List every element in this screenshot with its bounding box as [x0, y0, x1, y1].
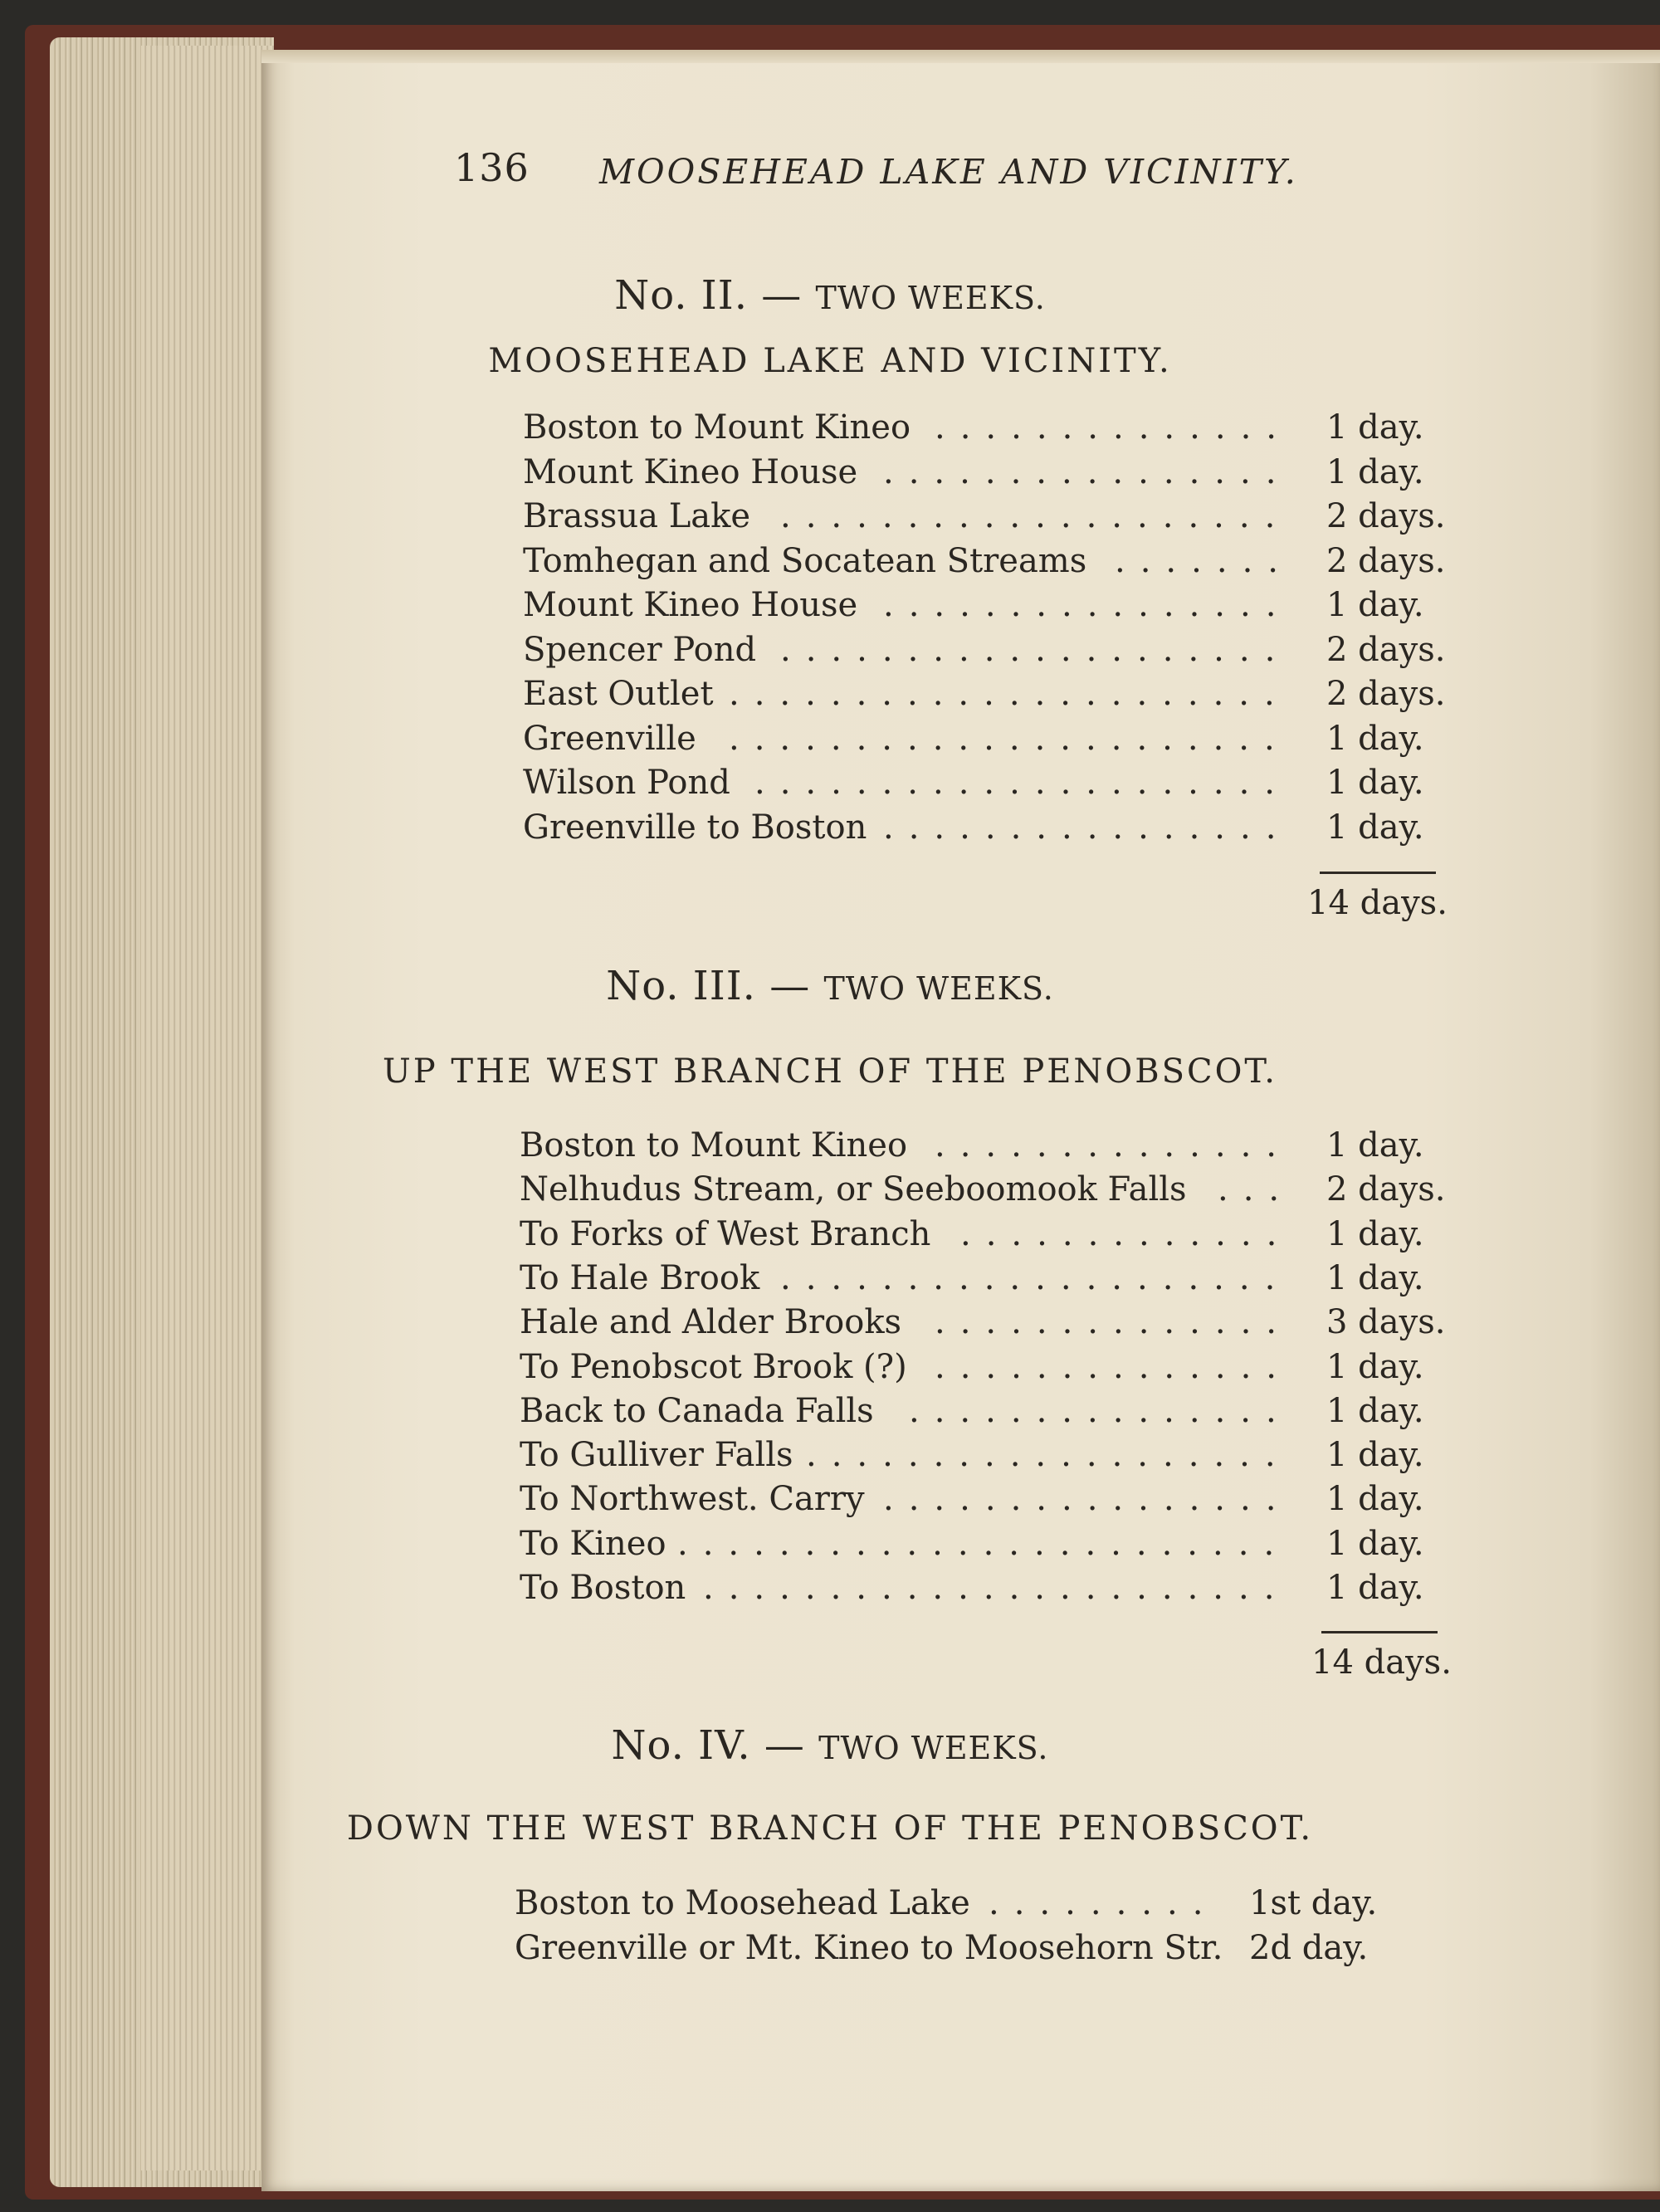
itinerary-duration: 1 day. — [1326, 1480, 1424, 1519]
itinerary-stop: Greenville to Boston — [523, 808, 867, 847]
itinerary-row — [520, 1569, 1461, 1614]
itinerary-duration: 1 day. — [1326, 1347, 1424, 1386]
dot-leader: ................ — [883, 586, 1291, 624]
itinerary-stop: Nelhudus Stream, or Seeboomook Falls — [520, 1170, 1187, 1209]
dot-leader: ...................... — [729, 675, 1290, 713]
dot-leader: ....................... — [703, 1569, 1290, 1607]
dot-leader: ................ — [883, 452, 1291, 491]
total-rule — [1320, 872, 1436, 874]
dot-leader: .............. — [935, 1126, 1292, 1165]
dot-leader: .............. — [935, 408, 1292, 447]
itinerary-stop: Brassua Lake — [523, 497, 751, 535]
itinerary-row — [520, 1126, 1461, 1171]
itinerary-duration: 1 day. — [1326, 408, 1424, 447]
itinerary-stop: To Kineo — [520, 1524, 666, 1563]
itinerary-duration: 2 days. — [1326, 1170, 1446, 1209]
itinerary-row — [523, 808, 1461, 853]
itinerary-duration: 1 day. — [1326, 1524, 1424, 1563]
itinerary-row — [523, 497, 1461, 542]
itinerary-stop: Spencer Pond — [523, 630, 757, 669]
itinerary-duration: 2 days. — [1326, 541, 1446, 580]
itinerary-stop: To Penobscot Brook (?) — [520, 1347, 907, 1386]
total-days: 14 days. — [1307, 884, 1448, 922]
dot-leader: ...................... — [729, 719, 1290, 758]
dot-leader: ............... — [909, 1391, 1291, 1430]
itinerary-duration: 2 days. — [1326, 675, 1446, 713]
dot-leader: ... — [1218, 1170, 1295, 1209]
itinerary-duration: 1st day. — [1249, 1884, 1378, 1922]
itinerary-row — [523, 764, 1461, 808]
itinerary-duration: 1 day. — [1326, 1126, 1424, 1165]
itinerary-row — [523, 675, 1461, 720]
dot-leader: ........................ — [677, 1524, 1290, 1563]
itinerary-duration: 1 day. — [1326, 764, 1424, 802]
heading-number: No. III. — — [606, 963, 824, 1009]
section-subheading: DOWN THE WEST BRANCH OF THE PENOBSCOT. — [346, 1809, 1314, 1848]
running-title: MOOSEHEAD LAKE AND VICINITY. — [599, 152, 1298, 192]
section-heading — [0, 963, 1660, 1009]
itinerary-stop: To Forks of West Branch — [520, 1214, 931, 1253]
itinerary-duration: 2 days. — [1326, 630, 1446, 669]
heading-number: No. II. — — [614, 272, 816, 319]
itinerary-row — [523, 720, 1461, 764]
section-subheading: MOOSEHEAD LAKE AND VICINITY. — [488, 342, 1172, 380]
itinerary-duration: 1 day. — [1326, 452, 1424, 491]
itinerary-stop: Boston to Mount Kineo — [520, 1126, 908, 1165]
dot-leader: ....... — [1115, 541, 1294, 580]
itinerary-stop: Wilson Pond — [523, 764, 730, 802]
itinerary-row — [520, 1348, 1461, 1393]
itinerary-stop: To Hale Brook — [520, 1258, 760, 1297]
itinerary-duration: 2 days. — [1326, 497, 1446, 535]
dot-leader: .................... — [780, 1258, 1291, 1297]
dot-leader: ......... — [989, 1884, 1218, 1922]
dot-leader: .............. — [935, 1303, 1292, 1342]
itinerary-stop: Boston to Mount Kineo — [523, 408, 911, 447]
itinerary-row — [515, 1929, 1461, 1974]
section-subheading: UP THE WEST BRANCH OF THE PENOBSCOT. — [383, 1052, 1277, 1091]
section-heading — [0, 1722, 1660, 1769]
dot-leader: .................... — [780, 630, 1291, 669]
total-days: 14 days. — [1311, 1643, 1452, 1682]
itinerary-stop: East Outlet — [523, 675, 714, 713]
itinerary-duration: 1 day. — [1326, 1436, 1424, 1475]
itinerary-duration: 2d day. — [1249, 1929, 1369, 1967]
itinerary-stop: Mount Kineo House — [523, 452, 858, 491]
dot-leader: ................ — [883, 1480, 1291, 1519]
itinerary-stop: Mount Kineo House — [523, 586, 858, 624]
page-number: 136 — [454, 145, 530, 190]
itinerary-row — [523, 408, 1461, 453]
itinerary-row — [523, 453, 1461, 498]
itinerary-stop: To Gulliver Falls — [520, 1436, 793, 1475]
itinerary-stop: Back to Canada Falls — [520, 1391, 874, 1430]
heading-duration: TWO WEEKS. — [815, 280, 1046, 316]
dot-leader: .................... — [780, 497, 1291, 535]
itinerary-row — [523, 542, 1461, 587]
dot-leader: ................... — [806, 1436, 1291, 1475]
itinerary-row — [520, 1436, 1461, 1481]
total-rule — [1321, 1631, 1438, 1633]
itinerary-row — [520, 1480, 1461, 1525]
itinerary-duration: 1 day. — [1326, 1569, 1424, 1607]
heading-number: No. IV. — — [611, 1722, 819, 1769]
dot-leader: ..................... — [754, 764, 1291, 802]
itinerary-duration: 1 day. — [1326, 719, 1424, 758]
itinerary-stop: Greenville or Mt. Kineo to Moosehorn Str. — [515, 1929, 1223, 1967]
itinerary-row — [520, 1215, 1461, 1260]
itinerary-stop: Tomhegan and Socatean Streams — [523, 541, 1087, 580]
itinerary-row — [520, 1170, 1461, 1215]
itinerary-duration: 1 day. — [1326, 1214, 1424, 1253]
dot-leader: ................ — [883, 808, 1291, 847]
itinerary-stop: To Northwest. Carry — [520, 1480, 865, 1519]
heading-duration: TWO WEEKS. — [823, 970, 1054, 1007]
itinerary-stop: Boston to Moosehead Lake — [515, 1884, 970, 1922]
itinerary-row — [520, 1303, 1461, 1348]
dot-leader: .............. — [935, 1347, 1292, 1386]
itinerary-row — [523, 586, 1461, 631]
itinerary-duration: 1 day. — [1326, 808, 1424, 847]
itinerary-row — [520, 1392, 1461, 1437]
itinerary-duration: 1 day. — [1326, 1391, 1424, 1430]
dot-leader: ............. — [960, 1214, 1292, 1253]
page-top-edge — [261, 50, 1660, 63]
itinerary-row — [520, 1525, 1461, 1570]
itinerary-stop: Greenville — [523, 719, 696, 758]
itinerary-stop: To Boston — [520, 1569, 686, 1607]
section-heading — [0, 272, 1660, 319]
itinerary-stop: Hale and Alder Brooks — [520, 1303, 902, 1342]
itinerary-duration: 1 day. — [1326, 1258, 1424, 1297]
itinerary-duration: 1 day. — [1326, 586, 1424, 624]
itinerary-row — [523, 631, 1461, 676]
itinerary-row — [520, 1259, 1461, 1304]
heading-duration: TWO WEEKS. — [818, 1730, 1049, 1766]
itinerary-row — [515, 1884, 1461, 1929]
itinerary-duration: 3 days. — [1326, 1303, 1446, 1342]
